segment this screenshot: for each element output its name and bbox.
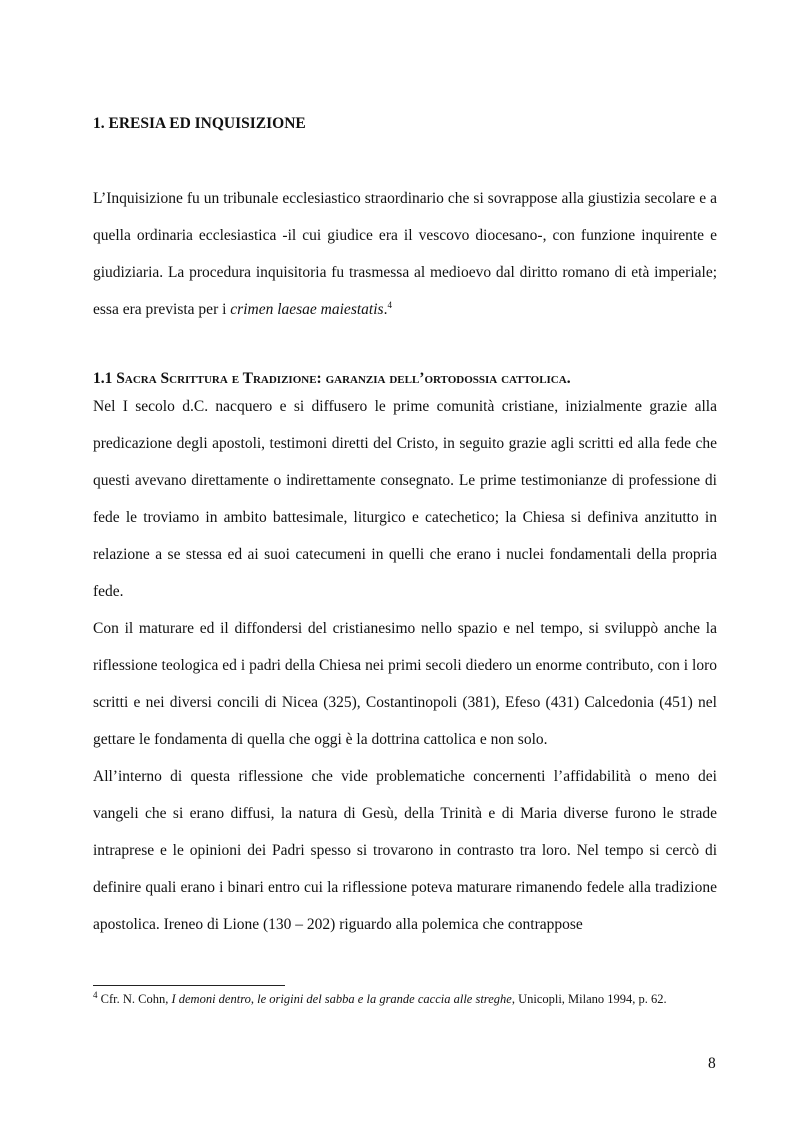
- section-body: [93, 388, 717, 943]
- section-paragraph-3: All’interno di questa riflessione che vide problematiche concernenti l’affidabilità o meno dei vangeli che si erano diffusi, la natura di Gesù, della Trinità e di Maria diverse furono le strade intraprese e le opinioni dei Padri spesso si trovarono in contrasto tra loro. Nel tempo si cercò di definire quali erano i binari entro cui la riflessione poteva maturare rimanendo fedele alla tradizione apostolica. Ireneo di Lione (130 – 202) riguardo alla polemica che contrappose: [93, 768, 717, 933]
- footnote-reference[interactable]: 4: [387, 299, 392, 310]
- footnote-separator-text: ,: [250, 992, 258, 1006]
- intro-text: L’Inquisizione fu un tribunale ecclesiastico straordinario che si sovrappose alla giustizia secolare e a quella ordinaria ecclesiastica -il cui giudice era il vescovo diocesano-, con funzione inquirente e giudiziaria. La procedura inquisitoria fu trasmessa al medioevo dal diritto romano di età imperiale; essa era prevista per i: [93, 190, 717, 318]
- section-paragraph-2: Con il maturare ed il diffondersi del cristianesimo nello spazio e nel tempo, si sviluppò anche la riflessione teologica ed i padri della Chiesa nei primi secoli diedero un enorme contributo, con i loro scritti e nei diversi concili di Nicea (325), Costantinopoli (381), Efeso (431) Calcedonia (451) nel gettare le fondamenta di quella che oggi è la dottrina cattolica e non solo.: [93, 620, 717, 748]
- intro-italic-term: crimen laesae maiestatis: [230, 301, 384, 318]
- footnote-number: 4: [93, 989, 98, 1000]
- section-title: 1.1 Sacra Scrittura e Tradizione: garanzia dell’ortodossia cattolica.: [93, 370, 571, 387]
- page-number: 8: [708, 1055, 716, 1072]
- footnote-suffix: , Unicopli, Milano 1994, p. 62.: [511, 992, 667, 1006]
- footnote-prefix: Cfr. N. Cohn,: [97, 992, 172, 1006]
- footnote-title-2: le origini del sabba e la grande caccia alle streghe: [257, 992, 512, 1006]
- footnote-title-1: I demoni dentro: [171, 992, 251, 1006]
- footnote-separator: [93, 985, 285, 986]
- section-paragraph-1: Nel I secolo d.C. nacquero e si diffusero le prime comunità cristiane, inizialmente grazie alla predicazione degli apostoli, testimoni diretti del Cristo, in seguito grazie agli scritti ed alla fede che questi avevano direttamente o indirettamente consegnato. Le prime testimonianze di professione di fede le troviamo in ambito battesimale, liturgico e catechetico; la Chiesa si definiva anzitutto in relazione a se stessa ed ai suoi catecumeni in quelli che erano i nuclei fondamentali della propria fede.: [93, 398, 717, 600]
- intro-end: .: [383, 301, 388, 318]
- intro-paragraph: [93, 180, 717, 328]
- chapter-heading: 1. ERESIA ED INQUISIZIONE: [93, 115, 306, 132]
- footnote: [93, 989, 733, 1007]
